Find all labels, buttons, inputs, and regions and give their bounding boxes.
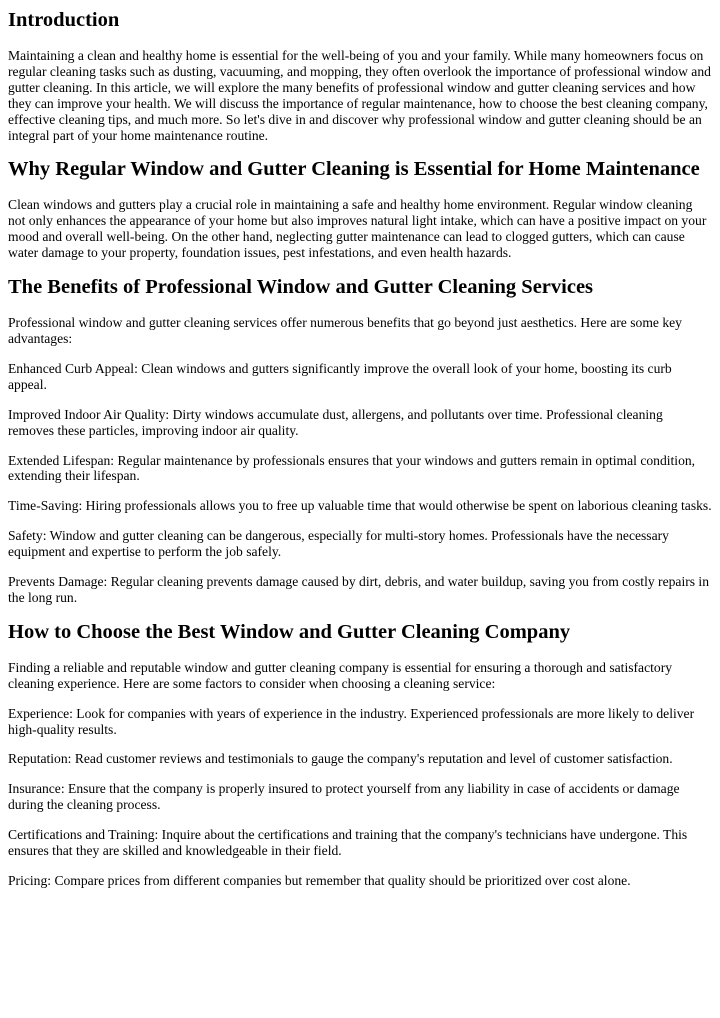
heading-choose-company: How to Choose the Best Window and Gutter Cleaning Company — [8, 620, 571, 643]
factor-item: Insurance: Ensure that the company is properly insured to protect yourself from any liability in case of accidents or damage during the cleaning process. — [8, 781, 680, 813]
benefit-item: Enhanced Curb Appeal: Clean windows and gutters significantly improve the overall look of your home, boosting its curb appeal. — [8, 360, 672, 392]
factor-item: Certifications and Training: Inquire about the certifications and training that the company's technicians have undergone. This ensures that they are skilled and knowledgeable in their field. — [8, 827, 688, 859]
benefit-item: Prevents Damage: Regular cleaning prevents damage caused by dirt, debris, and water buildup, saving you from costly repairs in the long run. — [8, 574, 710, 605]
heading-why-regular-cleaning: Why Regular Window and Gutter Cleaning is Essential for Home Maintenance — [8, 158, 700, 181]
factor-item: Experience: Look for companies with years of experience in the industry. Experienced professionals are more likely to deliver high-quality results. — [8, 705, 695, 737]
section-why-regular-cleaning — [8, 157, 712, 261]
factor-item: Reputation: Read customer reviews and testimonials to gauge the company's reputation and level of customer satisfaction. — [8, 751, 673, 767]
paragraph: Finding a reliable and reputable window and gutter cleaning company is essential for ensuring a thorough and satisfactory cleaning experience. Here are some factors to consider when choosing a cleaning service: — [8, 659, 673, 691]
paragraph: Maintaining a clean and healthy home is essential for the well-being of you and your family. While many homeowners focus on regular cleaning tasks such as dusting, vacuuming, and mopping, they often overlook the importance of professional window and gutter cleaning. In this article, we will explore the many benefits of professional window and gutter cleaning services and how they can improve your health. We will discuss the importance of regular maintenance, how to choose the best cleaning company, effective cleaning tips, and much more. So let's dive in and discover why professional window and gutter cleaning should be an integral part of your home maintenance routine. — [8, 48, 711, 143]
section-choose-company — [8, 620, 712, 889]
heading-benefits: The Benefits of Professional Window and Gutter Cleaning Services — [8, 276, 594, 299]
paragraph: Professional window and gutter cleaning services offer numerous benefits that go beyond just aesthetics. Here are some key advantages: — [8, 315, 682, 346]
paragraph: Clean windows and gutters play a crucial role in maintaining a safe and healthy home environment. Regular window cleaning not only enhances the appearance of your home but also improves natural light intake, which can have a positive impact on your mood and overall well-being. On the other hand, neglecting gutter maintenance can lead to clogged gutters, which can cause water damage to your property, foundation issues, pest infestations, and even health hazards. — [8, 197, 707, 261]
section-benefits — [8, 275, 712, 606]
factor-item: Pricing: Compare prices from different companies but remember that quality should be prioritized over cost alone. — [8, 873, 631, 888]
benefit-item: Time-Saving: Hiring professionals allows you to free up valuable time that would otherwise be spent on laborious cleaning tasks. — [8, 498, 712, 514]
benefit-item: Extended Lifespan: Regular maintenance by professionals ensures that your windows and gutters remain in optimal condition, extending their lifespan. — [8, 452, 696, 484]
heading-introduction: Introduction — [8, 9, 120, 31]
benefit-item: Safety: Window and gutter cleaning can be dangerous, especially for multi-story homes. Professionals have the necessary equipment and expertise to perform the job safely. — [8, 528, 669, 560]
section-introduction — [8, 0, 712, 143]
benefit-item: Improved Indoor Air Quality: Dirty windows accumulate dust, allergens, and pollutants over time. Professional cleaning removes these particles, improving indoor air quality. — [8, 406, 663, 438]
